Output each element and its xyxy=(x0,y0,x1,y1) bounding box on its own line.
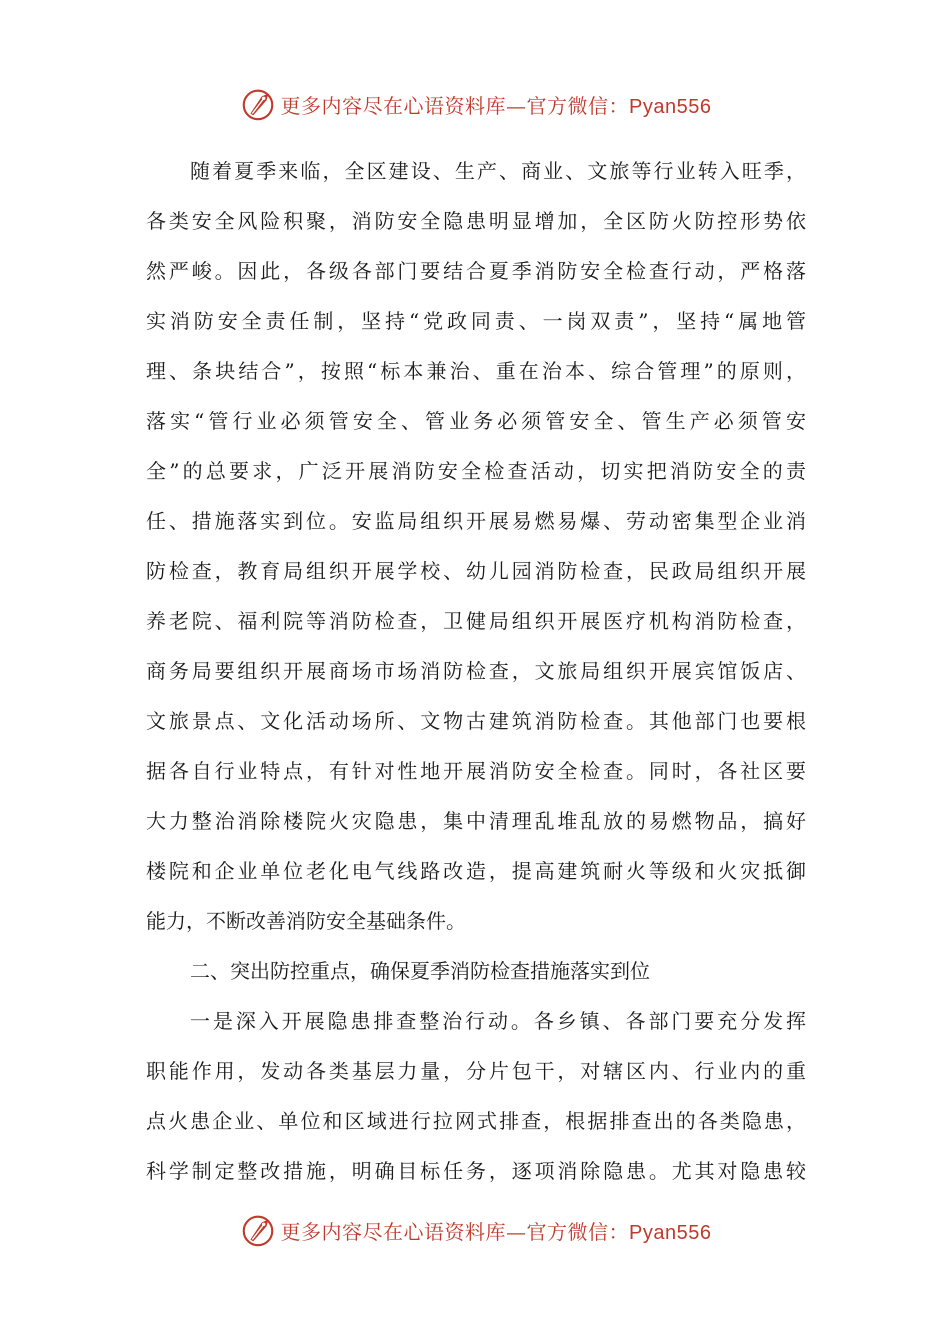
watermark-wechat-id: Pyan556 xyxy=(629,95,712,118)
text-line: 养老院、福利院等消防检查，卫健局组织开展医疗机构消防检查， xyxy=(146,609,806,633)
watermark-header xyxy=(0,82,950,126)
text-line: 实消防安全责任制，坚持“党政同责、一岗双责”，坚持“属地管 xyxy=(146,309,806,333)
paragraph xyxy=(146,996,806,1196)
paragraph xyxy=(146,146,806,946)
section-heading xyxy=(146,946,806,996)
text-line: 各类安全风险积聚，消防安全隐患明显增加，全区防火防控形势依 xyxy=(146,209,806,233)
text-line: 能力，不断改善消防安全基础条件。 xyxy=(146,909,466,933)
watermark-text: 更多内容尽在心语资料库—官方微信：Pyan556 xyxy=(280,1219,712,1244)
text-line: 全”的总要求，广泛开展消防安全检查活动，切实把消防安全的责 xyxy=(146,459,806,483)
text-line: 科学制定整改措施，明确目标任务，逐项消除隐患。尤其对隐患较 xyxy=(146,1159,806,1183)
text-line: 随着夏季来临，全区建设、生产、商业、文旅等行业转入旺季， xyxy=(190,159,806,183)
text-line: 落实“管行业必须管安全、管业务必须管安全、管生产必须管安 xyxy=(146,409,806,433)
pen-nib-circle-icon xyxy=(239,1211,277,1249)
text-line: 一是深入开展隐患排查整治行动。各乡镇、各部门要充分发挥 xyxy=(190,1009,806,1033)
text-line: 商务局要组织开展商场市场消防检查，文旅局组织开展宾馆饭店、 xyxy=(146,659,806,683)
text-line: 楼院和企业单位老化电气线路改造，提高建筑耐火等级和火灾抵御 xyxy=(146,859,806,883)
watermark-footer xyxy=(0,1208,950,1252)
watermark-wechat-id: Pyan556 xyxy=(629,1221,712,1244)
text-line: 文旅景点、文化活动场所、文物古建筑消防检查。其他部门也要根 xyxy=(146,709,806,733)
text-line: 然严峻。因此，各级各部门要结合夏季消防安全检查行动，严格落 xyxy=(146,259,806,283)
text-line: 大力整治消除楼院火灾隐患，集中清理乱堆乱放的易燃物品，搞好 xyxy=(146,809,806,833)
heading-line: 二、突出防控重点，确保夏季消防检查措施落实到位 xyxy=(190,959,650,983)
text-line: 职能作用，发动各类基层力量，分片包干，对辖区内、行业内的重 xyxy=(146,1059,806,1083)
text-line: 任、措施落实到位。安监局组织开展易燃易爆、劳动密集型企业消 xyxy=(146,509,806,533)
document-body xyxy=(146,146,806,1196)
text-line: 据各自行业特点，有针对性地开展消防安全检查。同时，各社区要 xyxy=(146,759,806,783)
watermark-text: 更多内容尽在心语资料库—官方微信：Pyan556 xyxy=(280,93,712,118)
text-line: 点火患企业、单位和区域进行拉网式排查，根据排查出的各类隐患， xyxy=(146,1109,806,1133)
text-line: 防检查，教育局组织开展学校、幼儿园消防检查，民政局组织开展 xyxy=(146,559,806,583)
pen-nib-circle-icon xyxy=(239,85,277,123)
text-line: 理、条块结合”，按照“标本兼治、重在治本、综合管理”的原则， xyxy=(146,359,806,383)
